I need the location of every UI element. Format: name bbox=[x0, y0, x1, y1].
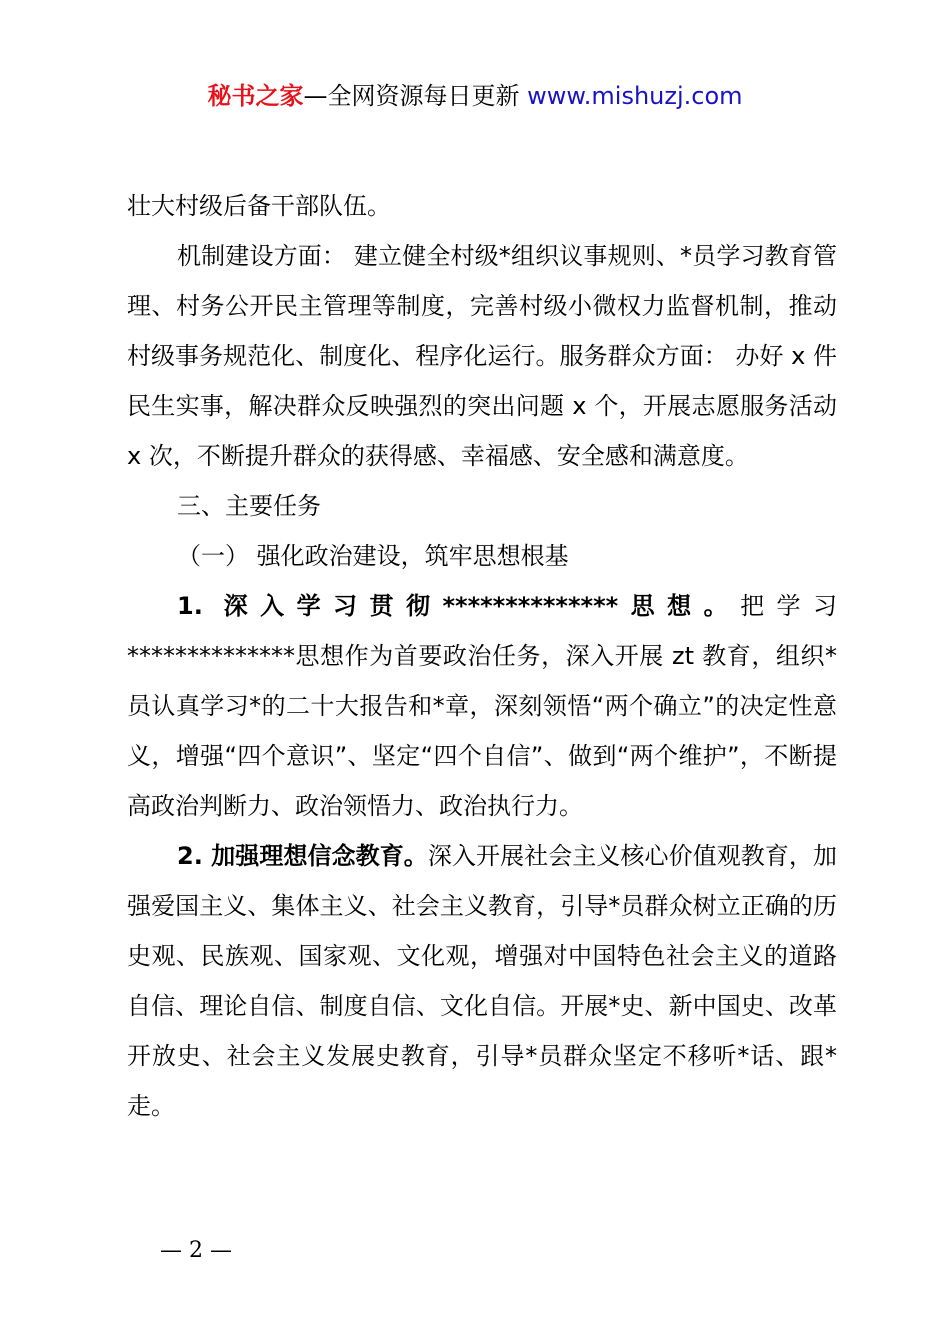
paragraph-item-2 bbox=[127, 831, 837, 1131]
paragraph-continuation: 壮大村级后备干部队伍。 bbox=[127, 192, 391, 220]
site-url[interactable]: www.mishuzj.com bbox=[527, 82, 743, 110]
page-header bbox=[0, 80, 950, 112]
page-number: — 2 — bbox=[160, 1238, 232, 1263]
paragraph-item-1 bbox=[127, 581, 837, 831]
document-body bbox=[127, 181, 837, 1131]
header-tagline: —全网资源每日更新 bbox=[303, 82, 528, 110]
item-2-title: 2. 加强理想信念教育。 bbox=[177, 842, 428, 870]
paragraph-mechanism: 机制建设方面： 建立健全村级*组织议事规则、*员学习教育管理、村务公开民主管理等制度，完善村级小微权力监督机制，推动村级事务规范化、制度化、程序化运行。服务群众方面： 办好 x 件民生实事，解决群众反映强烈的突出问题 x 个，开展志愿服务活动 x 次，不断提升群众的获得感、幸福感、安全感和满意度。 bbox=[127, 242, 837, 470]
item-1-title: 1. 深入学习贯彻**************思想。 bbox=[177, 592, 741, 620]
brand-name: 秘书之家 bbox=[207, 82, 304, 110]
section-heading: 三、主要任务 bbox=[177, 492, 321, 520]
item-1-text: 把学习**************思想作为首要政治任务，深入开展 zt 教育，组织*员认真学习*的二十大报告和*章，深刻领悟“两个确立”的决定性意义，增强“四个意识”、坚定“四个自信”、做到“两个维护”，不断提高政治判断力、政治领悟力、政治执行力。 bbox=[127, 592, 838, 820]
item-2-text: 深入开展社会主义核心价值观教育，加强爱国主义、集体主义、社会主义教育，引导*员群众树立正确的历史观、民族观、国家观、文化观，增强对中国特色社会主义的道路自信、理论自信、制度自信、文化自信。开展*史、新中国史、改革开放史、社会主义发展史教育，引导*员群众坚定不移听*话、跟*走。 bbox=[127, 842, 837, 1120]
subsection-heading: （一） 强化政治建设，筑牢思想根基 bbox=[177, 542, 569, 570]
